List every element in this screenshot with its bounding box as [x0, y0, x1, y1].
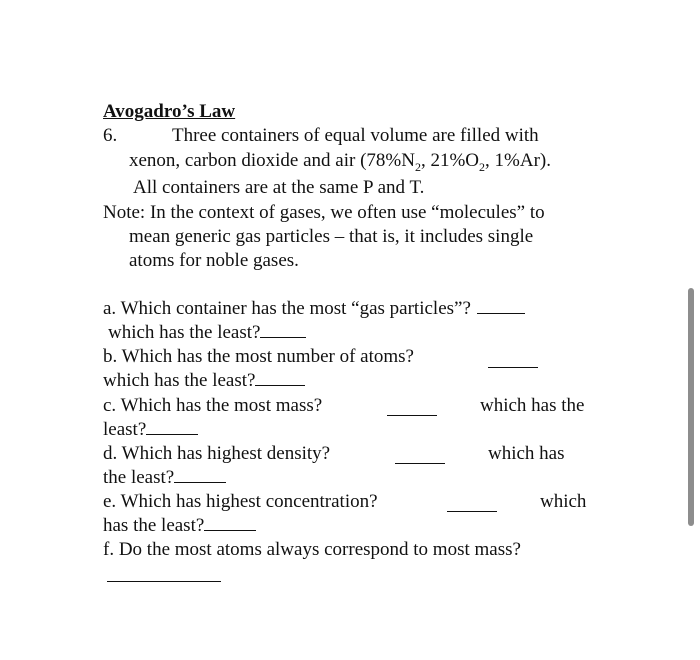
answer-blank-a-least[interactable] [260, 321, 306, 338]
vertical-scrollbar[interactable] [688, 288, 694, 526]
answer-blank-f[interactable] [107, 565, 221, 582]
note-line-2: mean generic gas particles – that is, it includes single [129, 226, 534, 247]
question-d-line-2: the least? [103, 466, 226, 490]
question-b-line-1: b. Which has the most number of atoms? [103, 346, 414, 367]
problem-line-3: All containers are at the same P and T. [133, 177, 425, 198]
question-b-line-2: which has the least? [103, 369, 305, 393]
note-line-3: atoms for noble gases. [129, 250, 299, 271]
question-d-line-1-tail: which has [488, 443, 565, 464]
question-e-line-1-tail: which [540, 491, 587, 512]
answer-blank-c-least[interactable] [146, 418, 198, 435]
problem-number: 6. [103, 125, 118, 146]
answer-blank-a-most[interactable] [477, 297, 525, 314]
question-a-line-2: which has the least? [108, 321, 306, 345]
section-title: Avogadro’s Law [103, 101, 236, 122]
answer-blank-d-least[interactable] [174, 466, 226, 483]
answer-blank-b-least[interactable] [255, 369, 305, 386]
answer-blank-b-most[interactable] [488, 351, 538, 368]
question-e-line-2: has the least? [103, 514, 256, 538]
question-c-line-1-tail: which has the [480, 395, 585, 416]
question-d-line-1: d. Which has highest density? [103, 443, 331, 464]
problem-line-2: xenon, carbon dioxide and air ($78\%N_2$, $21\%O_2$, 1%Ar). [129, 150, 551, 174]
problem-line-1: Three containers of equal volume are filled with [172, 125, 539, 146]
answer-blank-e-most[interactable] [447, 495, 497, 512]
answer-blank-e-least[interactable] [204, 514, 256, 531]
answer-blank-d-most[interactable] [395, 447, 445, 464]
question-e-line-1: e. Which has highest concentration? [103, 491, 378, 512]
answer-blank-c-most[interactable] [387, 399, 437, 416]
question-c-line-1: c. Which has the most mass? [103, 395, 323, 416]
question-c-line-2: least? [103, 418, 198, 442]
question-a-line-1: a. Which container has the most “gas particles”? [103, 297, 525, 321]
note-line-1: Note: In the context of gases, we often use “molecules” to [103, 202, 545, 223]
question-f-line-1: f. Do the most atoms always correspond to most mass? [103, 539, 521, 560]
